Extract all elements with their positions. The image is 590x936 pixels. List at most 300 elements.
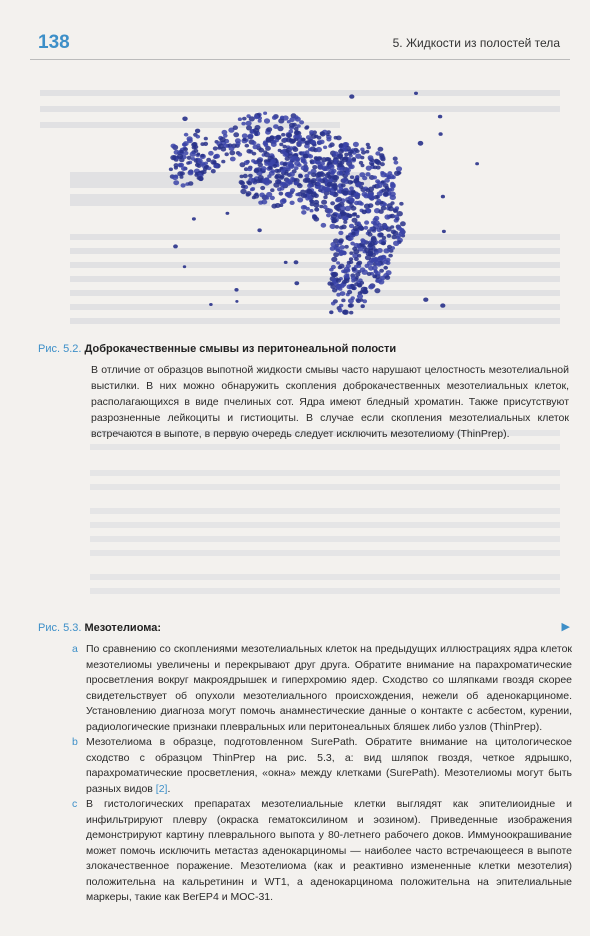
- cell-nucleus: [206, 165, 209, 168]
- cell-nucleus: [359, 202, 363, 206]
- cell-nucleus: [387, 234, 392, 238]
- cell-nucleus: [381, 181, 385, 184]
- cell-nucleus: [368, 155, 374, 160]
- cell-nucleus: [230, 157, 236, 162]
- cell-nucleus: [339, 167, 344, 172]
- cell-nucleus: [206, 158, 211, 162]
- cell-nucleus: [361, 304, 365, 308]
- page-number: 138: [38, 32, 70, 53]
- cell-nucleus: [372, 266, 378, 271]
- cell-nucleus: [298, 174, 303, 178]
- cell-nucleus: [397, 171, 402, 175]
- cell-nucleus: [349, 311, 353, 315]
- cell-nucleus: [272, 116, 277, 120]
- cell-nucleus: [339, 283, 345, 288]
- figure-5-2-description: [91, 362, 569, 442]
- cell-nucleus: [336, 249, 340, 253]
- continue-arrow-icon: ▶: [561, 621, 570, 633]
- cell-nucleus: [380, 162, 385, 166]
- cell-nucleus: [295, 117, 301, 122]
- cell-nucleus: [388, 254, 393, 258]
- cell-nucleus: [204, 137, 208, 141]
- cell-nucleus: [184, 151, 189, 155]
- item-b: [72, 735, 572, 797]
- cell-nucleus: [352, 157, 357, 161]
- cell-nucleus: [301, 193, 307, 198]
- cell-nucleus: [332, 184, 338, 189]
- cell-nucleus: [365, 150, 369, 154]
- cell-nucleus: [290, 156, 296, 161]
- cell-nucleus: [400, 228, 404, 232]
- item-c-letter: c: [72, 798, 78, 810]
- cell-nucleus: [233, 132, 239, 137]
- cell-nucleus: [177, 154, 183, 159]
- cell-nucleus: [342, 310, 348, 315]
- cell-nucleus: [336, 278, 341, 282]
- cell-nucleus: [356, 178, 360, 181]
- cell-nucleus: [308, 148, 313, 152]
- cell-nucleus: [327, 175, 332, 179]
- cell-nucleus: [246, 121, 252, 126]
- cell-nucleus: [173, 180, 179, 185]
- cell-nucleus: [352, 247, 357, 251]
- cell-nucleus: [329, 310, 333, 314]
- cell-nucleus: [214, 154, 219, 158]
- cell-nucleus: [286, 137, 292, 142]
- cell-nucleus: [248, 134, 254, 139]
- cell-nucleus: [375, 261, 381, 266]
- chapter-title: 5. Жидкости из полостей тела: [392, 36, 560, 50]
- cell-nucleus: [367, 146, 371, 150]
- reference-link[interactable]: [2]: [155, 782, 168, 795]
- cell-nucleus: [352, 286, 356, 290]
- cell-nucleus: [183, 265, 186, 268]
- cell-nucleus: [246, 149, 251, 154]
- cell-nucleus: [386, 258, 391, 262]
- cell-nucleus: [198, 176, 204, 181]
- cell-nucleus: [393, 241, 399, 246]
- cell-nucleus: [337, 189, 342, 193]
- cell-nucleus: [269, 136, 275, 141]
- cell-nucleus: [191, 157, 195, 161]
- item-b-letter: b: [72, 736, 78, 748]
- cell-nucleus: [351, 206, 357, 211]
- cell-nucleus: [383, 203, 387, 207]
- cell-nucleus: [303, 178, 309, 183]
- cell-nucleus: [334, 161, 338, 164]
- cell-nucleus: [342, 157, 348, 162]
- cell-nucleus: [301, 138, 306, 142]
- cell-nucleus: [353, 142, 359, 147]
- cell-nucleus: [256, 144, 260, 148]
- cell-nucleus: [372, 185, 376, 189]
- cell-nucleus: [222, 130, 228, 135]
- cell-nucleus: [330, 172, 335, 176]
- cell-nucleus: [327, 157, 331, 161]
- cell-nucleus: [391, 175, 395, 179]
- cell-nucleus: [208, 151, 214, 156]
- cell-nucleus: [221, 160, 225, 164]
- cell-nucleus: [187, 138, 193, 143]
- cell-nucleus: [201, 154, 205, 158]
- cell-nucleus: [355, 154, 361, 159]
- cell-nucleus: [330, 192, 335, 196]
- cell-nucleus: [318, 179, 322, 182]
- figure-5-2-text: В отличие от образцов выпотной жидкости смывы часто нарушают целостность мезотелиальной выстилки. В них можно обнаружить скопления доброкачественных мезотелиальных клеток, располагающихся в виде пчелиных сот. Ядра имеют бледный хроматин. Также присутствуют разрозненные лейкоциты и гистиоциты. В случае если скопления мезотелиальных клеток встречаются в выпоте, в первую очередь следует исключить мезотелиому (ThinPrep).: [91, 364, 569, 440]
- cell-nucleus: [346, 268, 351, 272]
- cell-nucleus: [229, 146, 235, 151]
- cell-nucleus: [290, 188, 295, 192]
- cell-nucleus: [361, 150, 366, 154]
- cell-nucleus: [330, 201, 335, 205]
- cell-nucleus: [313, 203, 319, 208]
- cell-nucleus: [336, 136, 342, 141]
- cell-nucleus: [319, 140, 324, 145]
- cell-nucleus: [330, 282, 334, 285]
- cell-nucleus: [354, 193, 360, 198]
- cell-nucleus: [195, 129, 200, 134]
- cell-nucleus: [316, 156, 321, 161]
- cell-nucleus: [240, 162, 246, 167]
- cell-nucleus: [351, 276, 356, 280]
- cell-nucleus: [365, 188, 370, 192]
- cell-nucleus: [320, 131, 325, 135]
- cell-nucleus: [326, 213, 331, 217]
- cell-nucleus: [191, 142, 197, 147]
- cell-nucleus: [308, 154, 313, 158]
- cell-nucleus: [294, 281, 299, 285]
- cell-nucleus: [376, 227, 382, 232]
- cell-nucleus: [338, 149, 344, 154]
- cell-nucleus: [442, 230, 446, 233]
- cell-nucleus: [337, 171, 343, 176]
- cell-nucleus: [174, 175, 178, 178]
- cell-nucleus: [336, 293, 340, 297]
- cell-nucleus: [363, 193, 369, 198]
- cell-nucleus: [313, 215, 317, 219]
- cell-nucleus: [376, 199, 381, 203]
- cell-nucleus: [297, 163, 302, 167]
- cell-nucleus: [374, 159, 380, 164]
- cell-nucleus: [352, 267, 356, 271]
- cell-nucleus: [186, 161, 190, 164]
- cell-nucleus: [317, 136, 322, 140]
- cell-nucleus: [276, 135, 282, 140]
- cell-nucleus: [328, 164, 334, 169]
- cell-nucleus: [307, 183, 313, 188]
- cell-nucleus: [285, 192, 291, 197]
- cell-nucleus: [353, 212, 357, 215]
- cell-nucleus: [331, 218, 337, 223]
- cell-nucleus: [330, 246, 335, 251]
- cell-nucleus: [181, 183, 186, 187]
- cell-nucleus: [297, 142, 301, 146]
- cell-nucleus: [289, 123, 295, 128]
- cell-nucleus: [171, 144, 177, 149]
- cell-nucleus: [282, 199, 286, 203]
- cell-nucleus: [246, 193, 250, 197]
- cell-nucleus: [226, 212, 230, 215]
- cell-nucleus: [368, 243, 373, 247]
- cell-nucleus: [212, 161, 216, 165]
- cell-nucleus: [332, 288, 337, 292]
- cell-nucleus: [333, 252, 339, 257]
- cell-nucleus: [351, 232, 355, 236]
- figure-5-2-caption: [38, 343, 568, 355]
- cell-nucleus: [439, 132, 443, 136]
- cell-nucleus: [331, 213, 337, 218]
- cell-nucleus: [280, 169, 285, 173]
- cell-nucleus: [396, 234, 401, 238]
- cell-nucleus: [331, 265, 336, 269]
- cell-nucleus: [360, 267, 366, 272]
- cell-nucleus: [339, 226, 344, 230]
- cell-nucleus: [264, 118, 270, 123]
- cell-nucleus: [347, 237, 352, 241]
- cell-nucleus: [349, 150, 353, 154]
- cell-nucleus: [355, 149, 360, 153]
- cell-nucleus: [188, 170, 194, 175]
- cell-nucleus: [317, 172, 323, 177]
- cell-nucleus: [338, 252, 343, 257]
- cell-nucleus: [182, 143, 186, 147]
- cell-nucleus: [390, 201, 394, 205]
- cell-cluster-image: [160, 72, 490, 334]
- cell-nucleus: [280, 175, 285, 179]
- cell-nucleus: [290, 201, 295, 205]
- cell-nucleus: [385, 186, 389, 190]
- cell-nucleus: [241, 185, 246, 189]
- item-c-text: В гистологических препаратах мезотелиальные клетки выглядят как эпителиоидные и инфильтрируют плевру (окраска гематоксилином и эозином). Приведенные изображения демонстрируют картину плеврального выпота у 80-летнего рабочего доков. Иммуноокрашивание может помочь исключить метастаз аденокарциномы — наиболее часто встречающееся в выпоте злокачественное поражение. Мезотелиома (как и реактивно измененные клетки мезотелия) положительна на кальретинин и WT1, а аденокарцинома положительна на эпителиальные маркеры, такие как BerEP4 и MOC-31.: [86, 798, 572, 903]
- cell-nucleus: [234, 288, 238, 292]
- cell-nucleus: [259, 193, 265, 198]
- cell-nucleus: [328, 188, 332, 191]
- cell-nucleus: [289, 172, 295, 177]
- cell-nucleus: [252, 152, 257, 156]
- cell-nucleus: [280, 116, 284, 119]
- cell-nucleus: [380, 171, 384, 175]
- cell-nucleus: [385, 275, 390, 280]
- cell-nucleus: [361, 164, 365, 167]
- cell-nucleus: [200, 162, 205, 166]
- cell-nucleus: [378, 232, 384, 237]
- cell-nucleus: [370, 163, 374, 167]
- figure-5-3-title: Мезотелиома:: [84, 622, 162, 634]
- cell-nucleus: [374, 288, 380, 293]
- cell-nucleus: [390, 225, 394, 229]
- cell-nucleus: [289, 181, 293, 185]
- cell-nucleus: [243, 174, 248, 178]
- cell-nucleus: [254, 115, 259, 119]
- cell-nucleus: [306, 189, 312, 194]
- cell-nucleus: [373, 166, 377, 170]
- figure-5-2-title: Доброкачественные смывы из перитонеальной полости: [84, 343, 397, 355]
- cell-nucleus: [316, 182, 321, 186]
- cell-nucleus: [372, 176, 377, 180]
- cell-nucleus: [326, 137, 331, 141]
- cell-nucleus: [238, 117, 242, 121]
- cell-nucleus: [356, 182, 362, 187]
- cell-nucleus: [196, 153, 200, 156]
- cell-nucleus: [323, 146, 327, 150]
- cell-nucleus: [349, 303, 354, 308]
- cell-nucleus: [339, 245, 345, 250]
- cell-nucleus: [184, 133, 189, 137]
- cell-nucleus: [310, 140, 316, 145]
- item-a-text: По сравнению со скоплениями мезотелиальных клеток на предыдущих иллюстрациях ядра клеток мезотелиомы увеличены и перекрывают друг друга. Обратите внимание на парахроматические просветления вокруг макроядрышек и гиперхромию ядер. Сходство со шляпками гвоздя скорее свидетельствует об опухоли мезотелиального происхождения, нежели об аденокарциноме. Установлению диагноза могут помочь анамнестические данные о контакте с асбестом, курении, радиологические признаки плевральных или перитонеальных бляшек либо узлов (ThinPrep).: [86, 643, 572, 733]
- cell-nucleus: [383, 225, 388, 229]
- cell-nucleus: [343, 148, 347, 152]
- cell-nucleus: [423, 298, 428, 302]
- cell-nucleus: [390, 195, 396, 200]
- cell-nucleus: [333, 151, 339, 156]
- cell-nucleus: [297, 135, 302, 140]
- cell-nucleus: [287, 161, 293, 166]
- cell-nucleus: [283, 145, 287, 149]
- cell-nucleus: [258, 175, 264, 180]
- cell-nucleus: [362, 210, 367, 215]
- cell-nucleus: [379, 153, 384, 158]
- cell-nucleus: [375, 179, 380, 183]
- figure-5-3-items: [72, 642, 572, 906]
- cell-nucleus: [386, 270, 392, 275]
- cell-nucleus: [270, 188, 274, 192]
- cell-nucleus: [252, 196, 256, 200]
- cell-nucleus: [341, 270, 345, 274]
- cell-nucleus: [253, 160, 257, 164]
- cell-nucleus: [384, 214, 390, 219]
- item-b-tail: .: [167, 782, 171, 795]
- figure-5-2-label: Рис. 5.2.: [38, 343, 82, 355]
- cell-nucleus: [314, 207, 319, 211]
- cell-nucleus: [338, 231, 343, 235]
- cell-nucleus: [178, 163, 183, 167]
- cell-nucleus: [309, 130, 314, 134]
- cell-nucleus: [338, 240, 343, 244]
- cell-nucleus: [311, 173, 316, 178]
- cell-nucleus: [187, 156, 192, 160]
- cell-nucleus: [319, 185, 325, 190]
- cell-nucleus: [225, 152, 229, 156]
- cell-nucleus: [279, 203, 283, 207]
- cell-nucleus: [278, 149, 282, 152]
- cell-nucleus: [279, 143, 283, 147]
- cell-nucleus: [283, 162, 287, 166]
- cell-nucleus: [236, 141, 241, 145]
- show-through-lines-2: [30, 420, 570, 620]
- cell-nucleus: [251, 187, 255, 191]
- cell-nucleus: [285, 157, 290, 161]
- cell-nucleus: [258, 201, 263, 205]
- cell-nucleus: [183, 147, 188, 151]
- cytology-micrograph: [160, 72, 490, 334]
- cell-nucleus: [347, 290, 352, 294]
- cell-nucleus: [345, 206, 351, 211]
- cell-nucleus: [399, 202, 403, 206]
- cell-nucleus: [294, 181, 299, 185]
- cell-nucleus: [248, 174, 253, 178]
- cell-nucleus: [303, 161, 307, 165]
- cell-nucleus: [247, 181, 252, 185]
- cell-nucleus: [286, 133, 292, 138]
- cell-nucleus: [295, 193, 299, 197]
- cell-nucleus: [350, 181, 353, 184]
- cell-nucleus: [393, 157, 398, 161]
- cell-nucleus: [257, 228, 261, 232]
- cell-nucleus: [336, 261, 340, 264]
- cell-nucleus: [180, 150, 184, 153]
- cell-nucleus: [355, 272, 360, 277]
- cell-nucleus: [323, 195, 327, 199]
- cell-nucleus: [349, 198, 354, 202]
- cell-nucleus: [173, 244, 178, 248]
- cell-nucleus: [245, 144, 250, 148]
- item-a-letter: a: [72, 643, 78, 655]
- cell-nucleus: [301, 210, 306, 215]
- cell-nucleus: [211, 169, 216, 173]
- cell-nucleus: [203, 142, 208, 146]
- cell-nucleus: [370, 252, 376, 257]
- cell-nucleus: [357, 261, 362, 266]
- cell-nucleus: [354, 282, 358, 286]
- cell-nucleus: [388, 206, 394, 211]
- cell-nucleus: [357, 294, 363, 299]
- cell-nucleus: [213, 146, 218, 150]
- cell-nucleus: [383, 248, 389, 253]
- cell-nucleus: [440, 303, 445, 307]
- cell-nucleus: [253, 128, 259, 133]
- cell-nucleus: [371, 237, 377, 242]
- cell-nucleus: [368, 203, 374, 208]
- cell-nucleus: [331, 302, 336, 306]
- show-through-texture-2: [30, 420, 570, 620]
- cell-nucleus: [209, 303, 213, 306]
- cell-nucleus: [338, 266, 342, 270]
- cell-nucleus: [383, 266, 388, 270]
- cell-nucleus: [170, 155, 176, 160]
- cell-nucleus: [343, 191, 349, 196]
- cell-nucleus: [182, 117, 187, 122]
- cell-nucleus: [235, 300, 238, 303]
- cell-nucleus: [393, 209, 398, 213]
- cell-nucleus: [364, 226, 369, 230]
- cell-nucleus: [357, 254, 361, 258]
- cell-nucleus: [275, 179, 281, 184]
- cell-nucleus: [414, 92, 418, 95]
- cell-nucleus: [192, 217, 196, 220]
- cell-nucleus: [345, 172, 350, 176]
- cell-nucleus: [284, 172, 288, 176]
- cell-nucleus: [304, 174, 309, 178]
- cell-nucleus: [267, 174, 271, 178]
- cell-nucleus: [344, 245, 348, 249]
- cell-nucleus: [293, 147, 299, 152]
- cell-nucleus: [349, 186, 354, 190]
- cell-nucleus: [366, 166, 372, 171]
- cell-nucleus: [341, 299, 345, 303]
- cell-nucleus: [348, 298, 354, 303]
- cell-nucleus: [229, 150, 235, 155]
- cell-nucleus: [304, 166, 309, 170]
- cell-nucleus: [369, 227, 373, 231]
- cell-nucleus: [279, 192, 284, 196]
- cell-nucleus: [281, 133, 285, 137]
- cell-nucleus: [271, 204, 277, 209]
- cell-nucleus: [322, 167, 327, 171]
- cell-nucleus: [247, 167, 252, 171]
- cell-nucleus: [353, 226, 359, 231]
- cell-nucleus: [260, 186, 265, 190]
